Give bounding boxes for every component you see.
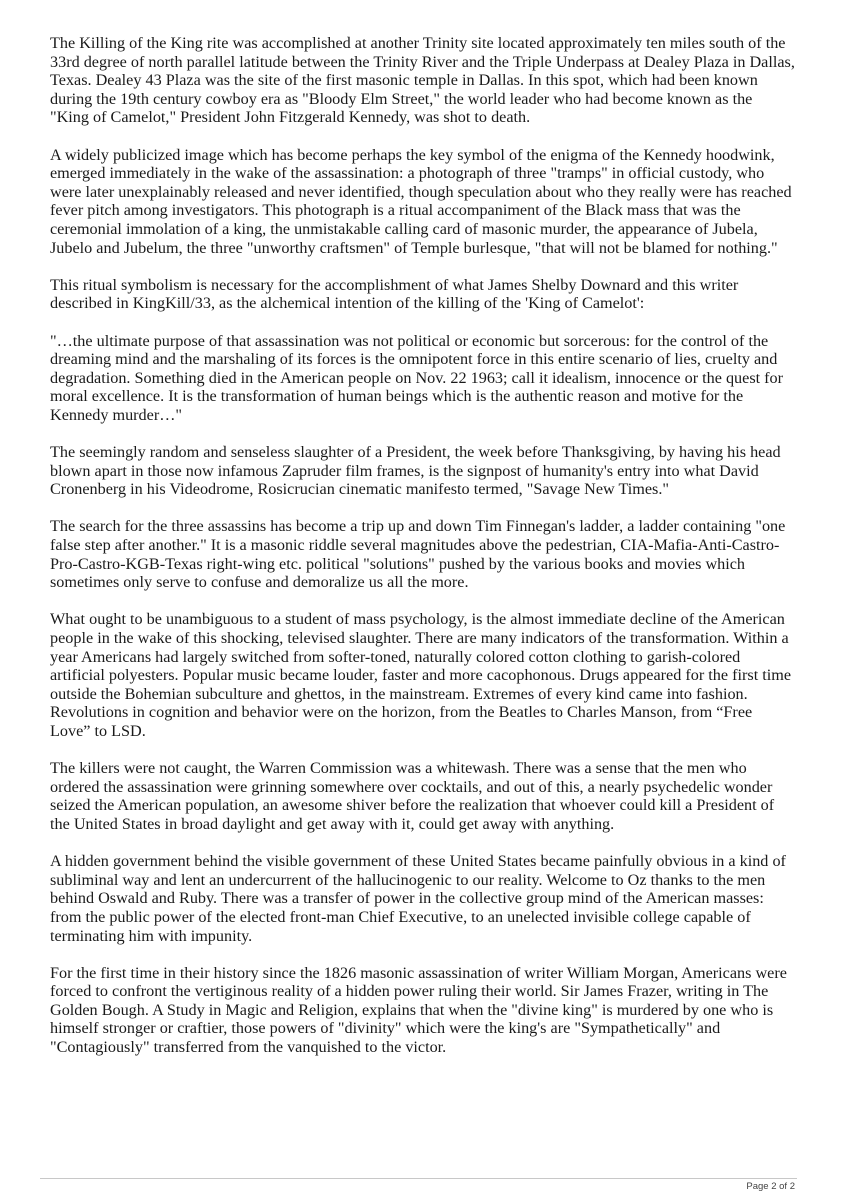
article-body [50,34,795,1075]
paragraph-mass-psychology: What ought to be unambiguous to a student of mass psychology, is the almost immediate decline of the American people in the wake of this shocking, televised slaughter. There are many indicators of the transformation. Within a year Americans had largely switched from softer-toned, naturally colored cotton clothing to garish-colored artificial polyesters. Popular music became louder, faster and more cacophonous. Drugs appeared for the first time outside the Bohemian subculture and ghettos, in the mainstream. Extremes of every kind came into fashion. Revolutions in cognition and behavior were on the horizon, from the Beatles to Charles Manson, from “Free Love” to LSD. [50,610,792,740]
paragraph-warren-commission: The killers were not caught, the Warren Commission was a whitewash. There was a sense that the men who ordered the assassination were grinning somewhere over cocktails, and out of this, a nearly psychedelic wonder seized the American population, an awesome shiver before the realization that whoever could kill a President of the United States in broad daylight and get away with it, could get away with anything. [50,759,775,833]
footer-divider [40,1178,797,1179]
paragraph-three-tramps: A widely publicized image which has become perhaps the key symbol of the enigma of the Kennedy hoodwink, emerged immediately in the wake of the assassination: a photograph of three "tramps" in official custody, who were later unexplainably released and never identified, though speculation about who they really were has reached fever pitch among investigators. This photograph is a ritual accompaniment of the Black mass that was the ceremonial immolation of a king, the unmistakable calling card of masonic murder, the appearance of Jubela, Jubelo and Jubelum, the three "unworthy craftsmen" of Temple burlesque, "that will not be blamed for nothing." [50,145,792,257]
paragraph-finnegans-ladder: The search for the three assassins has become a trip up and down Tim Finnegan's ladder, a ladder containing "one false step after another." It is a masonic riddle several magnitudes above the pedestrian, CIA-Mafia-Anti-Castro-Pro-Castro-KGB-Texas right-wing etc. political "solutions" pushed by the various books and movies which sometimes only serve to confuse and demoralize us all the more. [50,517,786,592]
paragraph-ritual-symbolism: This ritual symbolism is necessary for the accomplishment of what James Shelby Downard and this writer described in KingKill/33, as the alchemical intention of the killing of the 'King of Camelot': [50,275,739,313]
paragraph-hidden-government: A hidden government behind the visible government of these United States became painfully obvious in a kind of subliminal way and lent an undercurrent of the hallucinogenic to our reality. Welcome to Oz thanks to the men behind Oswald and Ruby. There was a transfer of power in the collective group mind of the American masses: from the public power of the elected front-man Chief Executive, to an unelected invisible college capable of terminating him with impunity. [50,852,786,945]
paragraph-quote-kingkill: "…the ultimate purpose of that assassination was not political or economic but sorcerous: for the control of the dreaming mind and the marshaling of its forces is the omnipotent force in this entire scenario of lies, cruelty and degradation. Something died in the American people on Nov. 22 1963; call it idealism, innocence or the quest for moral excellence. It is the transformation of human beings which is the authentic reason and motive for the Kennedy murder…" [50,331,784,424]
paragraph-savage-new-times: The seemingly random and senseless slaughter of a President, the week before Thanksgiving, by having his head blown apart in those now infamous Zapruder film frames, is the signpost of humanity's entry into what David Cronenberg in his Videodrome, Rosicrucian cinematic manifesto termed, "Savage New Times." [50,443,781,499]
paragraph-golden-bough: For the first time in their history since the 1826 masonic assassination of writer William Morgan, Americans were forced to confront the vertiginous reality of a hidden power ruling their world. Sir James Frazer, writing in The Golden Bough. A Study in Magic and Religion, explains that when the "divine king" is murdered by one who is himself stronger or craftier, those powers of "divinity" which were the king's are "Sympathetically" and "Contagiously" transferred from the vanquished to the victor. [50,963,787,1057]
page-number: Page 2 of 2 [746,1181,795,1192]
paragraph-killing-of-the-king: The Killing of the King rite was accomplished at another Trinity site located approximately ten miles south of the 33rd degree of north parallel latitude between the Trinity River and the Triple Underpass at Dealey Plaza in Dallas, Texas. Dealey 43 Plaza was the site of the first masonic temple in Dallas. In this spot, which had been known during the 19th century cowboy era as "Bloody Elm Street," the world leader who had become known as the "King of Camelot," President John Fitzgerald Kennedy, was shot to death. [50,34,795,127]
